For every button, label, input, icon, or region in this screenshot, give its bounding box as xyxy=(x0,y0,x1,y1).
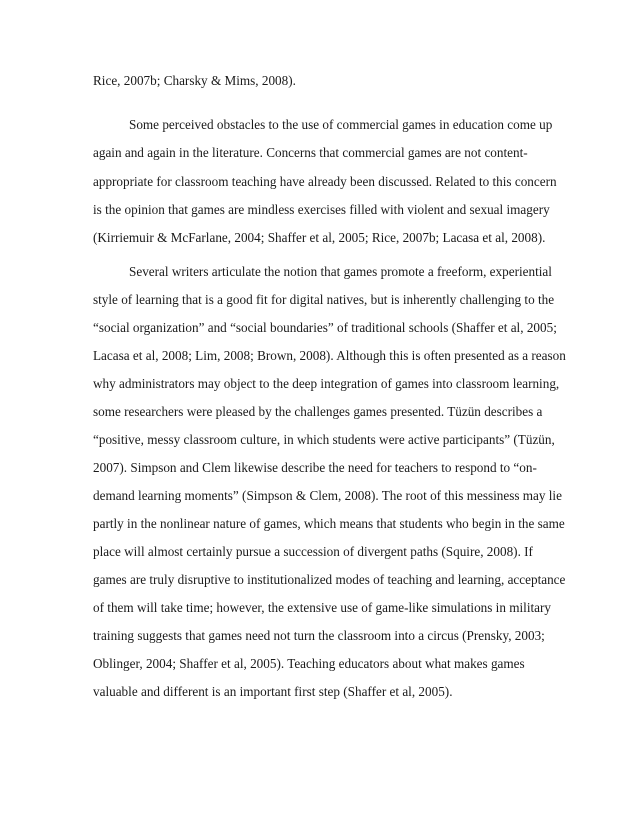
text-line: of them will take time; however, the extensive use of game-like simulations in military xyxy=(93,600,551,615)
text-line: some researchers were pleased by the challenges games presented. Tüzün describes a xyxy=(93,404,543,419)
text-line: style of learning that is a good fit for digital natives, but is inherently challenging to the xyxy=(93,292,555,307)
text-line: demand learning moments” (Simpson & Clem, 2008). The root of this messiness may lie xyxy=(93,488,562,503)
text-line: place will almost certainly pursue a succession of divergent paths (Squire, 2008). If xyxy=(93,544,533,559)
text-line: why administrators may object to the deep integration of games into classroom learning, xyxy=(93,376,560,391)
text-line: 2007). Simpson and Clem likewise describe the need for teachers to respond to “on- xyxy=(93,460,537,475)
text-line: partly in the nonlinear nature of games, which means that students who begin in the same xyxy=(93,516,565,531)
text-line: training suggests that games need not turn the classroom into a circus (Prensky, 2003; xyxy=(93,628,545,643)
text-line: Several writers articulate the notion that games promote a freeform, experiential xyxy=(129,264,552,279)
text-line: Oblinger, 2004; Shaffer et al, 2005). Teaching educators about what makes games xyxy=(93,656,525,671)
text-line: Some perceived obstacles to the use of commercial games in education come up xyxy=(129,117,553,132)
text-line: Lacasa et al, 2008; Lim, 2008; Brown, 2008). Although this is often presented as a reason xyxy=(93,348,566,363)
text-line: appropriate for classroom teaching have already been discussed. Related to this concern xyxy=(93,174,557,189)
text-line: “social organization” and “social boundaries” of traditional schools (Shaffer et al, 2005; xyxy=(93,320,557,335)
text-line: is the opinion that games are mindless exercises filled with violent and sexual imagery xyxy=(93,202,550,217)
text-line: (Kirriemuir & McFarlane, 2004; Shaffer et al, 2005; Rice, 2007b; Lacasa et al, 2008). xyxy=(93,230,546,245)
text-line: valuable and different is an important first step (Shaffer et al, 2005). xyxy=(93,684,453,699)
text-line: again and again in the literature. Concerns that commercial games are not content- xyxy=(93,145,528,160)
text-line: Rice, 2007b; Charsky & Mims, 2008). xyxy=(93,73,296,88)
text-line: “positive, messy classroom culture, in which students were active participants” (Tüzün, xyxy=(93,432,555,447)
text-line: games are truly disruptive to institutionalized modes of teaching and learning, acceptance xyxy=(93,572,566,587)
